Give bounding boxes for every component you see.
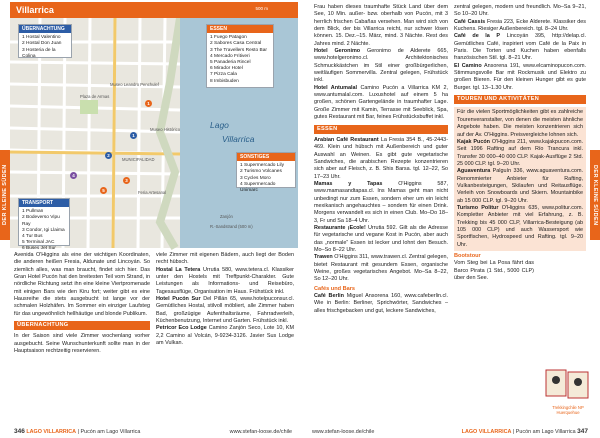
- footer-title: LAGO VILLARRICA: [26, 429, 77, 435]
- legend-item: 2 Bodeverso Vipu Ray: [22, 215, 60, 227]
- legend-item: 6 Mirador Hotel: [210, 66, 243, 72]
- trekking-tags-image: [544, 368, 592, 415]
- entry-name: Mamas y Tapas: [314, 180, 383, 187]
- side-label-right: DER KLEINE SÜDEN: [590, 150, 600, 240]
- legend-item: 3 The Travellers Resto Bar: [210, 47, 267, 53]
- entry-name: Café de la P: [454, 33, 501, 40]
- entry-text: Del Pillán 65, www.hotelpuconsur.cl. Gemütliches Hostal, stilvoll möbliert, alle Zimmer haben Bad, großzügige Aufenthaltsräume, Fahrradverleih, Küchenbenutzung, Internet und Garten. Frühstück inkl.: [156, 296, 294, 325]
- entry-name: Hotel Geronimo: [314, 48, 361, 55]
- legend-item: 7 Pizza Cala: [210, 72, 237, 78]
- col-intro: viele Zimmer mit eigenen Bädern, auch liegt der Boden recht hübsch.: [156, 252, 294, 266]
- entry-name: Trawen: [314, 254, 333, 261]
- body-text: Avenida O'Higgins als eine der wichtigen Koordinaten, die anderen heißen Fresia, Aldunate und Lincoyán. So ziemlich alles, was man braucht, findet sich hier. Das Gran Hotel Pucón hat den breitesten Teil vom Strand, in nördliche Richtung setzt ihn eine kleine Viertpromenade mit einigen Bars wie den Kiru fort; weiter gibt es eine Hausreihe die stets ausgebucht ist lange vor der schmalen Holzhäfen. Im Sommer ein einziger Laufsteg für das ungewöhnlich hellhäutige und blonde Publikum.: [14, 252, 150, 317]
- right-column-2: [454, 4, 586, 416]
- entry-name: Aguaventura: [457, 168, 491, 175]
- legend-item: 3 Hosteria de la Colina: [22, 47, 56, 59]
- entry: [314, 254, 448, 283]
- footer-subtitle: Pucón am Lago Villarrica: [80, 429, 141, 435]
- legend-lodging: [18, 24, 72, 58]
- entry-name: Kajak Pucón: [457, 138, 490, 145]
- legend-item: 2 Sabores Casa Central: [210, 41, 262, 47]
- entry: [314, 85, 448, 122]
- left-column-2: [156, 252, 294, 422]
- side-label-left: DER KLEINE SÜDEN: [0, 150, 10, 240]
- entry-text: Camino Zanjón Seco, Lote 10, KM 2,2 Camino al Volcán, 9-9234-3126. Javier Sus Lodge am Vulkan.: [156, 325, 294, 347]
- footer-url[interactable]: www.stefan-loose.de/chile: [312, 429, 375, 435]
- entry-text: La Fresia 354 B., 45-2443-469. Klein und hübsch mit Außenbereich und guter Auswahl an Weinen. Es gibt gute vegetarische Sandwiches, die arabischen Rezepte konzentrieren sich aber auf Fleisch, z. B. Shis Barsa. tgl. 12–22, So 17–23 Uhr.: [314, 136, 449, 180]
- entry-name: Restaurante ¡Ecole!: [314, 224, 366, 231]
- map-label-feria: Feria Artesanal: [138, 190, 167, 195]
- legend-item: 1 Hostal Valentino: [22, 35, 61, 41]
- page-number: 347: [577, 428, 588, 435]
- entry: [314, 225, 448, 254]
- lodging-text: In der Saison sind viele Zimmer wochenlang vorher ausgebucht. Seine Wunschunterkunft sollte man in der Hauptsaison rechtzeitig reservieren.: [14, 333, 150, 355]
- bed-icon[interactable]: 1: [130, 132, 137, 139]
- legend-food-title: ESSEN: [207, 25, 273, 33]
- entry-text: Urrutia 592. Gilt als die Adresse für vegetarische und vegane Kost in Pucón, aber auch das „normale“ Essen ist lecker und lohnt den Besuch. Mo–So 8–22 Uhr.: [314, 224, 448, 253]
- tags-caption: Trekkingchile NP Huerquehue: [552, 405, 584, 415]
- legend-item: 6 Buses Jet Sur: [22, 246, 56, 252]
- map-scale: 500 m: [255, 6, 268, 11]
- legend-item: 2 Turismo Volcanes: [240, 169, 282, 175]
- legend-other-title: SONSTIGES: [237, 153, 295, 161]
- legend-item: 1 Pullman: [22, 209, 44, 215]
- entry-text: Geronimo de Alderete 665, www.hotelgeronimo.cl. Architektonisches Schmuckkästchen im Stil einer großbürgerlichen, weitläufigen Sommervilla. Zentral gelegen, Frühstück inkl.: [314, 48, 448, 84]
- bootstour-title: Bootstour: [454, 253, 481, 259]
- legend-item: 2 Hostal Don Juan: [22, 41, 62, 47]
- entry-text: Fresia 223, Ecke Alderete. Klassiker des Kuchens. Riesiger Außenbereich. tgl. 8–24 Uhr.: [454, 18, 586, 33]
- section-title-lodging: ÜBERNACHTUNG: [14, 321, 150, 330]
- legend-item: 4 Supermercado Unimarc: [240, 181, 276, 194]
- footer-subtitle: Pucón am Lago Villarrica: [515, 429, 576, 435]
- entry-name: Hotel Antumalal: [314, 84, 358, 91]
- fork-icon[interactable]: 1: [145, 100, 152, 107]
- bed-icon[interactable]: 2: [105, 152, 112, 159]
- legend-other: [236, 152, 296, 194]
- entry-text: O'Higgins 211, www.kajakpucon.com. Seit 1996 Rafting auf dem Río Trancura inkl. Transfer 30 000–40 000 CLP. Kajak-Ausflüge 2 Std. 25 000 CLP. tgl. 9–20 Uhr.: [457, 138, 583, 167]
- entry-name: Hotel Pucón Sur: [156, 296, 201, 303]
- entry: [454, 63, 586, 92]
- legend-food: [206, 24, 274, 88]
- touren-box: [454, 107, 586, 251]
- entry: [314, 293, 448, 315]
- legend-item: 5 Panaderia Rincel: [210, 60, 251, 66]
- entry-text: O'Higgins 311, www.trawen.cl. Zentral gelegen, bietet Restaurant mit gesundem Essen, organische Weine, großes vegetarisches Angebot. Mo–Sa 8–22, So 12–20 Uhr.: [314, 254, 448, 283]
- legend-transport: [18, 198, 70, 252]
- entry-text: Palguín 336, www.aguaventura.com. Renommierter Anbieter für Rafting, Vulkanbesteigungen, Skilaufen und Reitausflüge. Verleih von Snowboards und Skiern. Mountainbike ab 15 000 CLP. tgl. 9–20 Uhr.: [457, 168, 583, 204]
- entry: [457, 139, 583, 168]
- entry: [454, 19, 586, 34]
- map-label-municipalidad: MUNICIPALIDAD: [122, 157, 155, 162]
- city-map: [10, 2, 298, 252]
- entry-name: Café Berlin: [314, 293, 344, 300]
- entry-name: El Camino: [454, 62, 482, 69]
- footer-url[interactable]: www.stefan-loose.de/chile: [229, 429, 292, 435]
- map-label-museo-historico: Museo Histórico: [150, 127, 181, 132]
- entry-name: Arabian Café Restaurant: [314, 136, 379, 143]
- legend-item: 5 Terminal JAC: [22, 240, 55, 246]
- col-intro: Frau haben dieses traumhafte Stück Land über dem See, 10 Min. außer- bzw. oberhalb von Pucón, mit 3 herrlich frischen Cabañas versehen. Man wird sich von dem Blick, der bis Villarrica reicht, nur schwer lösen können. 15. Dez.–15. März, mind. 3 Nächte. Rest des Jahres mind. 2 Nächte.: [314, 4, 448, 47]
- map-label-museo: Museo Leandro Penchulef: [110, 82, 159, 87]
- entry-name: Turismo Politur: [457, 204, 499, 211]
- right-page: [300, 0, 600, 438]
- entry-text: Ansorena 191, www.elcaminopucon.com. Stimmungsvolle Bar mit Rockmusik und Elektro zu großen Bieren. Für den kleinen Hunger gibt es gute Burger. tgl. 13–1.30 Uhr.: [454, 62, 586, 91]
- entry-text: Urrutia 580, www.tetera.cl. Klassiker unter den Hostels mit Treffpunkt-Charakter. Gute Leistungen als Informations- und Reisebüro, Tagesausflüge, Organisation im Haus. Frühstück inkl.: [156, 266, 294, 295]
- legend-item: 1 Fuego Patagon: [210, 35, 247, 41]
- entry: [156, 267, 294, 296]
- legend-item: 4 Tur Bus: [22, 234, 43, 240]
- col-intro: zentral gelegen, modern und freundlich. Mo–Sa 9–21, So 10–20 Uhr.: [454, 4, 586, 18]
- entry-text: O'Higgins 635, www.politur.com. Kompletter Anbieter mit viel Erfahrung, z. B. Trekking bis 45 000 CLP, Villarrica-Besteigung (ab 105 000 CLP) und auch Wassersport wie Sportfischen, Hydrospeed und Rafting. tgl. 9–20 Uhr.: [457, 204, 583, 248]
- entry-text: Lincoyán 395, http://delap.cl. Gemütliches Café, inspiriert vom Café de la Paix in Paris. Die Torten und Kuchen haben ebenfalls französischen Stil. tgl. 8–21 Uhr.: [454, 33, 587, 62]
- entry: [457, 205, 583, 249]
- trekking-tags-icon: [544, 368, 592, 400]
- entry-text: Miguel Ansorena 160, www.cafeberlin.cl. Wie in Berlin: Berliner, Sprichwörter, Sandwiches – alles frischgebacken und gut, leckere Sandwiches,: [314, 293, 448, 314]
- section-title-essen: ESSEN: [314, 125, 448, 134]
- entry: [156, 296, 294, 325]
- legend-item: 4 Mercado Fritiveri: [210, 53, 250, 59]
- entry: [314, 137, 448, 181]
- legend-transport-title: TRANSPORT: [19, 199, 69, 207]
- footer-left: 346 LAGO VILLARRICA | Pucón am Lago Villarrica: [14, 428, 141, 435]
- map-label-zanjon: Zanjón: [220, 214, 233, 219]
- fork-icon[interactable]: 5: [100, 187, 107, 194]
- entry: [314, 48, 448, 85]
- page-number: 346: [14, 428, 25, 435]
- entry-name: Café Cassis: [454, 18, 486, 25]
- lake-label-2: Villarrica: [222, 134, 255, 144]
- entry: [156, 325, 294, 347]
- fork-icon[interactable]: 3: [123, 177, 130, 184]
- legend-item: 1 Supermercado Lily: [240, 163, 284, 169]
- bus-icon[interactable]: 4: [70, 172, 77, 179]
- lake-label-1: Lago: [210, 120, 229, 130]
- map-label-sandstrand: R.-Sandstrand (500 m): [210, 224, 253, 229]
- map-label-plaza: Plaza de Armas: [80, 94, 110, 99]
- entry: [314, 181, 448, 225]
- map-title: Villarrica: [10, 2, 298, 18]
- bootstour-text: Vom Steg bei La Posa fährt das Barco Pirata (1 Std., 5000 CLP) über den See.: [454, 260, 534, 282]
- entry-text: O'Higgins 587, www.mamasandtapas.cl. Ins Mamas geht man nicht unbedingt nur zum Essen, sondern eher um ein leicht mexikanisch angehauchtes – sondern für einen Drink. Morgens verwandelt es sich in einen Club. Mo–Do 18–3, Fr und Sa 18–4 Uhr.: [314, 180, 448, 224]
- footer-title: LAGO VILLARRICA: [461, 429, 512, 435]
- section-title-touren: TOUREN UND AKTIVITÄTEN: [454, 95, 586, 104]
- right-column-1: [314, 4, 448, 416]
- left-column-1: [14, 252, 150, 422]
- entry: [457, 168, 583, 205]
- legend-item: 3 Condor, Igi Llaima: [22, 227, 65, 233]
- legend-item: 8 Imbisbuden: [210, 78, 239, 84]
- legend-lodging-title: ÜBERNACHTUNG: [19, 25, 71, 33]
- touren-intro: Für die vielen Sportmöglichkeiten gibt es zahlreiche Tourenveranstalter, von denen die meisten ähnliche Angebote haben. Die meisten konzentrieren sich auf der Av. O'Higgins. Preisvergleiche lohnen sich.: [457, 109, 583, 138]
- cafes-title: Cafés und Bars: [314, 285, 356, 292]
- entry-text: Camino Pucón a Villarrica KM 2, www.antumalal.com. Luxushotel auf einem 5 ha großen, schönen Gartengelände in traumhafter Lage. Große Zimmer mit Kamin, Terrasse mit Seeblick, Spa, gutes Restaurant mit Bar, feines Frühstücksbuffet inkl.: [314, 84, 448, 121]
- entry-name: Petricor Eco Lodge: [156, 325, 207, 332]
- entry: [454, 33, 586, 62]
- footer-right: LAGO VILLARRICA | Pucón am Lago Villarrica 347: [461, 428, 588, 435]
- legend-item: 3 Cycles Moro: [240, 175, 271, 181]
- entry-name: Hostal La Tetera: [156, 266, 201, 273]
